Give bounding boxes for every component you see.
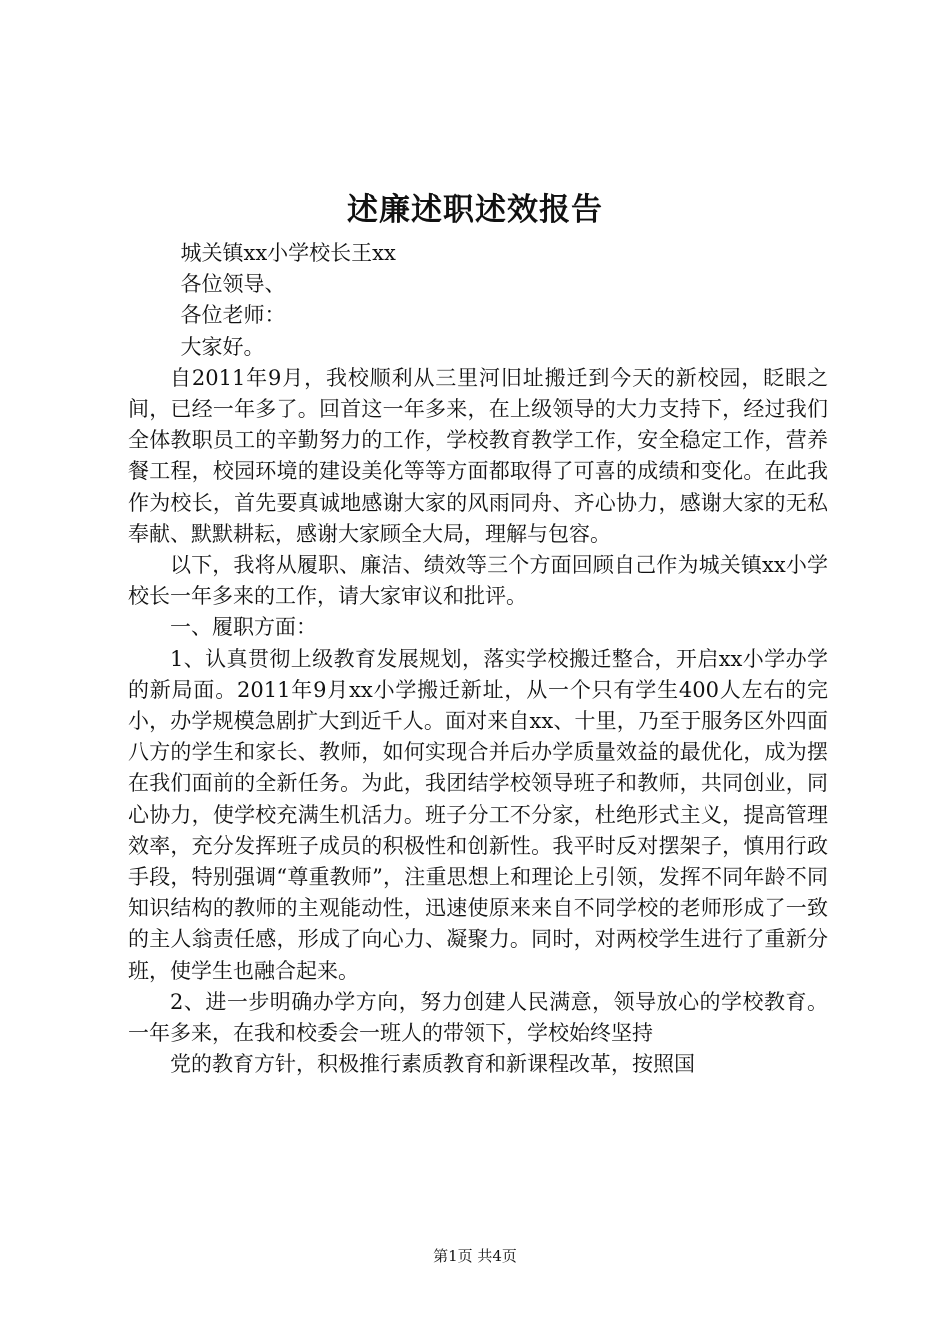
paragraph-continued: 党的教育方针，积极推行素质教育和新课程改革，按照国 (170, 1052, 695, 1077)
paragraph-point-1: 1、认真贯彻上级教育发展规划，落实学校搬迁整合，开启xx小学办学的新局面。2011年9月xx小学搬迁新址，从一个只有学生400人左右的完小，办学规模急剧扩大到近千人。面对来自xx、十里，乃至于服务区外四面八方的学生和家长、教师，如何实现合并后办学质量效益的最优化，成为摆在我们面前的全新任务。为此，我团结学校领导班子和教师，共同创业，同心协力，使学校充满生机活力。班子分工不分家，杜绝形式主义，提高管理效率，充分发挥班子成员的积极性和创新性。我平时反对摆架子，慎用行政手段，特别强调“尊重教师”，注重思想上和理论上引领，发挥不同年龄不同知识结构的教师的主观能动性，迅速使原来来自不同学校的老师形成了一致的主人翁责任感，形成了向心力、凝聚力。同时，对两校学生进行了重新分班，使学生也融合起来。 (128, 646, 828, 983)
salutation-leaders: 各位领导、 (180, 272, 286, 297)
paragraph-point-2: 2、进一步明确办学方向，努力创建人民满意，领导放心的学校教育。一年多来，在我和校委会一班人的带领下，学校始终坚持 (128, 989, 828, 1046)
page-footer: 第1页 共4页 (433, 1247, 517, 1265)
document-body (128, 238, 828, 1080)
author-line: 城关镇xx小学校长王xx (180, 241, 396, 265)
document-title: 述廉述职述效报告 (347, 192, 603, 228)
paragraph-intro: 自2011年9月，我校顺利从三里河旧址搬迁到今天的新校园，眨眼之间，已经一年多了。回首这一年多来，在上级领导的大力支持下，经过我们全体教职员工的辛勤努力的工作，学校教育教学工作，安全稳定工作，营养餐工程，校园环境的建设美化等等方面都取得了可喜的成绩和变化。在此我作为校长，首先要真诚地感谢大家的风雨同舟、齐心协力，感谢大家的无私奉献、默默耕耘，感谢大家顾全大局，理解与包容。 (128, 365, 828, 546)
paragraph-outline: 以下，我将从履职、廉洁、绩效等三个方面回顾自己作为城关镇xx小学校长一年多来的工作，请大家审议和批评。 (128, 553, 828, 609)
section-heading-duty: 一、履职方面： (170, 615, 317, 640)
greeting: 大家好。 (180, 334, 265, 359)
salutation-teachers: 各位老师： (180, 303, 286, 328)
